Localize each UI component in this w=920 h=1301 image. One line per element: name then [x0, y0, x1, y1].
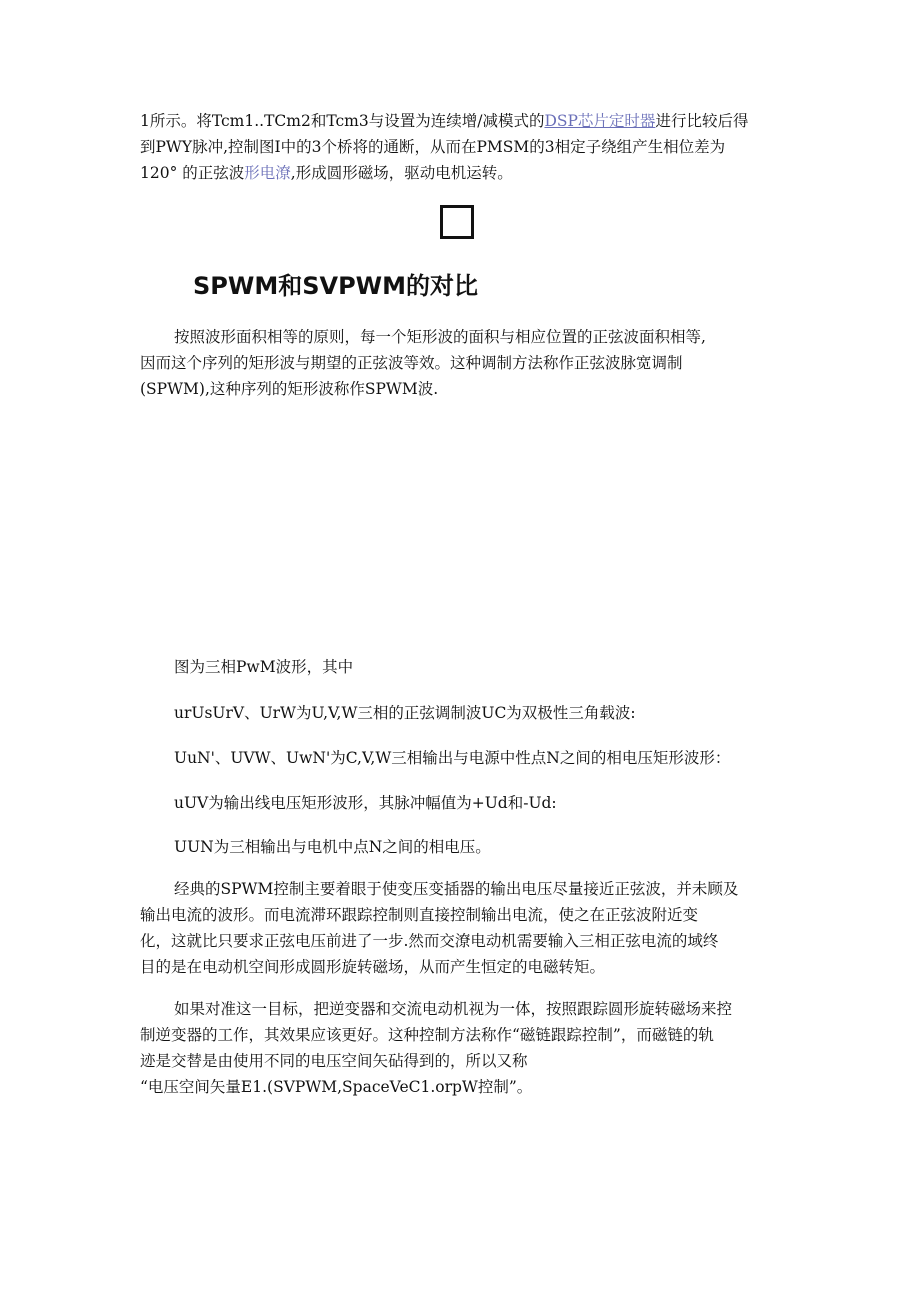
- paragraph-line: 到PWY脉冲,控制图I中的3个桥将的通断，从而在PMSM的3相定子绕组产生相位差为: [140, 138, 726, 156]
- waveform-link[interactable]: 形电潦: [244, 164, 291, 182]
- list-item: UuN'、UVW、UwN'为C,V,W三相输出与电源中性点N之间的相电压矩形波形：: [174, 749, 731, 767]
- paragraph-spwm-definition: [140, 324, 780, 402]
- paragraph-line: 按照波形面积相等的原则，每一个矩形波的面积与相应位置的正弦波面积相等,: [174, 328, 706, 346]
- paragraph-classic-spwm: [140, 876, 780, 980]
- paragraph-line: 迹是交替是由使用不同的电压空间矢砧得到的，所以又称: [140, 1052, 528, 1070]
- paragraph-line: 化，这就比只要求正弦电压前进了一步.然而交潦电动机需要输入三相正弦电流的域终: [140, 932, 719, 950]
- list-item: 图为三相PwM波形，其中: [174, 658, 354, 676]
- list-item: UUN为三相输出与电机中点N之间的相电压。: [174, 838, 491, 856]
- text-span: 1所示。将Tcm1..TCm2和Tcm3与设置为连续增/减模式的: [140, 112, 545, 130]
- paragraph-line: [140, 160, 780, 186]
- text-span: 进行比较后得: [655, 112, 749, 130]
- text-span: 120° 的正弦波: [140, 164, 245, 182]
- text-span: ,形成圆形磁场，驱动电机运转。: [290, 164, 513, 182]
- paragraph-intro: [140, 108, 780, 186]
- paragraph-line: “电压空间矢量E1.(SVPWM,SpaceVeC1.orpW控制”。: [140, 1078, 533, 1096]
- paragraph-line: 输出电流的波形。而电流滞环跟踪控制则直接控制输出电流，使之在正弦波附近变: [140, 906, 699, 924]
- list-item: uUV为输出线电压矩形波形，其脉冲幅值为+Ud和-Ud:: [174, 794, 557, 812]
- paragraph-line: [140, 108, 780, 134]
- dsp-timer-link[interactable]: DSP芯片定时器: [544, 112, 656, 130]
- paragraph-line: 如果对准这一目标，把逆变器和交流电动机视为一体，按照跟踪圆形旋转磁场来控: [174, 1000, 733, 1018]
- paragraph-line: 经典的SPWM控制主要着眼于使变压变插器的输出电压尽量接近正弦波，并未顾及: [174, 880, 739, 898]
- paragraph-line: 因而这个序列的矩形波与期望的正弦波等效。这种调制方法称作正弦波脉宽调制: [140, 354, 683, 372]
- paragraph-svpwm: [140, 996, 780, 1100]
- list-item: urUsUrV、UrW为U,V,W三相的正弦调制波UC为双极性三角载波:: [174, 704, 636, 722]
- image-placeholder-box: [440, 205, 474, 239]
- paragraph-line: 制逆变器的工作，其效果应该更好。这种控制方法称作“磁链跟踪控制”，而磁链的轨: [140, 1026, 714, 1044]
- paragraph-line: 目的是在电动机空间形成圆形旋转磁场，从而产生恒定的电磁转矩。: [140, 958, 606, 976]
- paragraph-line: (SPWM),这种序列的矩形波称作SPWM波.: [140, 380, 439, 398]
- section-heading: SPWM和SVPWM的对比: [193, 272, 479, 300]
